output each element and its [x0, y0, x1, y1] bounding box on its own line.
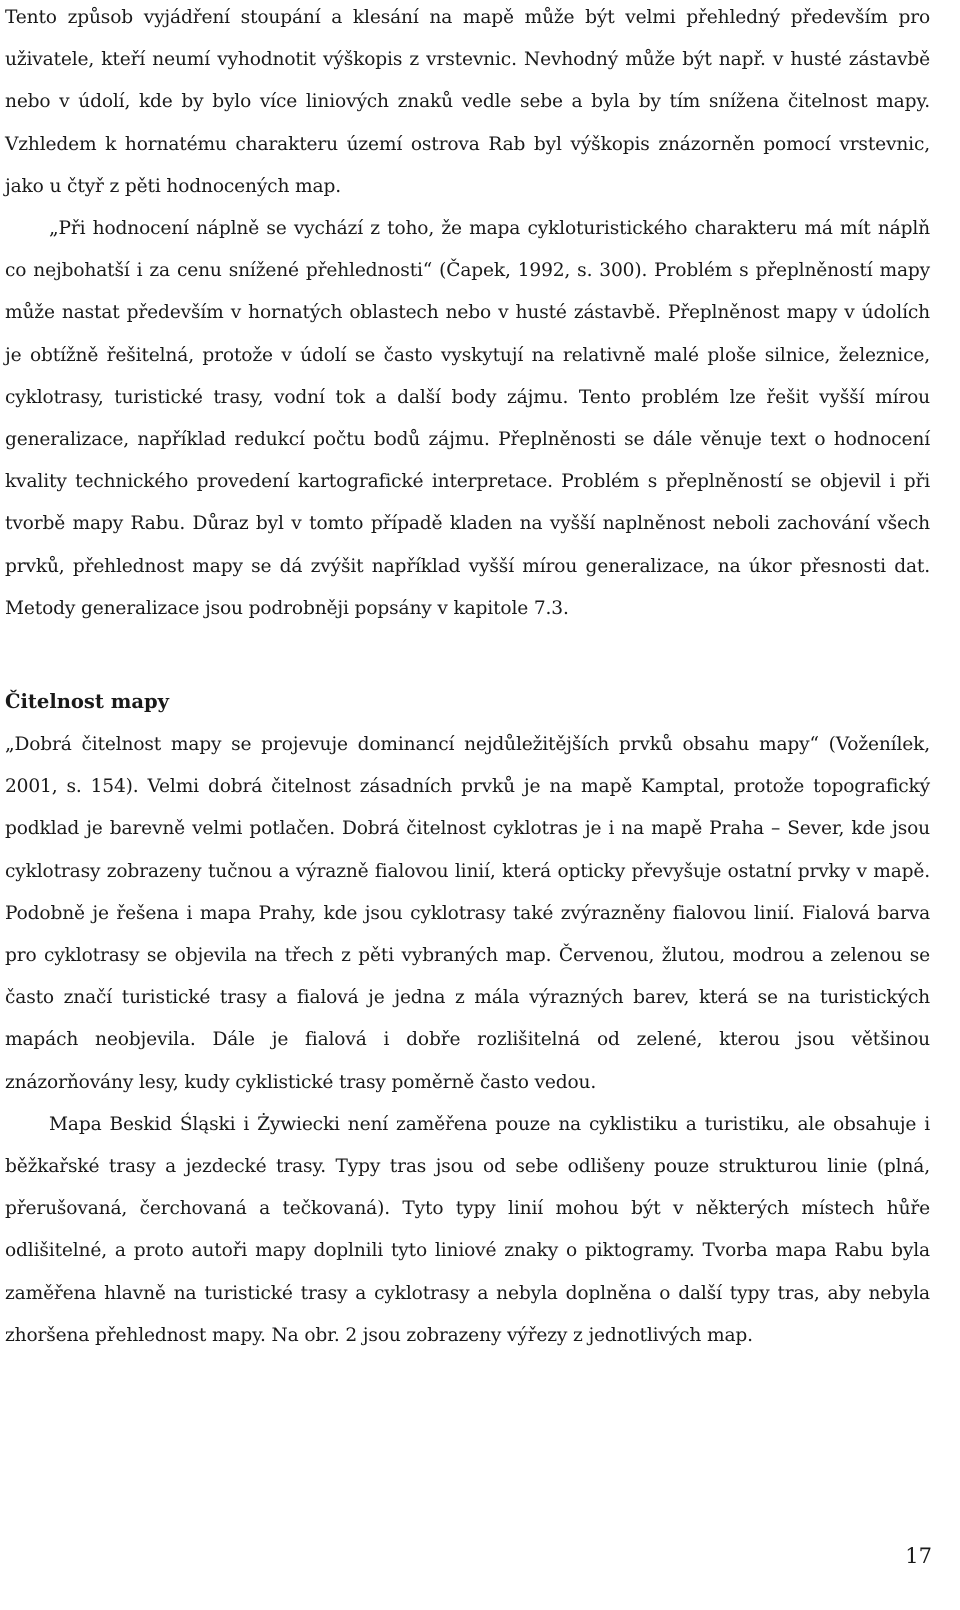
section-heading-readability: Čitelnost mapy: [5, 690, 169, 714]
document-page: [5, 0, 930, 1357]
paragraph-readability: „Dobrá čitelnost mapy se projevuje dominancí nejdůležitějších prvků obsahu mapy“ (Voženílek, 2001, s. 154). Velmi dobrá čitelnost zásadních prvků je na mapě Kamptal, protože topografický podklad je barevně velmi potlačen. Dobrá čitelnost cyklotras je i na mapě Praha – Sever, kde jsou cyklotrasy zobrazeny tučnou a výrazně fialovou linií, která opticky převyšuje ostatní prvky v mapě. Podobně je řešena i mapa Prahy, kde jsou cyklotrasy také zvýrazněny fialovou linií. Fialová barva pro cyklotrasy se objevila na třech z pěti vybraných map. Červenou, žlutou, modrou a zelenou se často značí turistické trasy a fialová je jedna z mála výrazných barev, která se na turistických mapách neobjevila. Dále je fialová i dobře rozlišitelná od zelené, kterou jsou většinou znázorňovány lesy, kudy cyklistické trasy poměrně často vedou.: [5, 734, 930, 1093]
paragraph-elevation-depiction: Tento způsob vyjádření stoupání a klesání na mapě může být velmi přehledný především pro uživatele, kteří neumí vyhodnotit výškopis z vrstevnic. Nevhodný může být např. v husté zástavbě nebo v údolí, kde by bylo více liniových znaků vedle sebe a byla by tím snížena čitelnost mapy. Vzhledem k hornatému charakteru území ostrova Rab byl výškopis znázorněn pomocí vrstevnic, jako u čtyř z pěti hodnocených map.: [5, 7, 930, 197]
page-number: 17: [905, 1544, 932, 1568]
paragraph-map-content: „Při hodnocení náplně se vychází z toho, že mapa cykloturistického charakteru má mít náplň co nejbohatší i za cenu snížené přehlednosti“ (Čapek, 1992, s. 300). Problém s přeplněností mapy může nastat především v hornatých oblastech nebo v husté zástavbě. Přeplněnost mapy v údolích je obtížně řešitelná, protože v údolí se často vyskytují na relativně malé ploše silnice, železnice, cyklotrasy, turistické trasy, vodní tok a další body zájmu. Tento problém lze řešit vyšší mírou generalizace, například redukcí počtu bodů zájmu. Přeplněnosti se dále věnuje text o hodnocení kvality technického provedení kartografické interpretace. Problém s přeplněností se objevil i při tvorbě mapy Rabu. Důraz byl v tomto případě kladen na vyšší naplněnost neboli zachování všech prvků, přehlednost mapy se dá zvýšit například vyšší mírou generalizace, na úkor přesnosti dat. Metody generalizace jsou podrobněji popsány v kapitole 7.3.: [5, 218, 930, 619]
paragraph-beskid-map: Mapa Beskid Śląski i Żywiecki není zaměřena pouze na cyklistiku a turistiku, ale obsahuje i běžkařské trasy a jezdecké trasy. Typy tras jsou od sebe odlišeny pouze strukturou linie (plná, přerušovaná, čerchovaná a tečkovaná). Tyto typy linií mohou být v některých místech hůře odlišitelné, a proto autoři mapy doplnili tyto liniové znaky o piktogramy. Tvorba mapa Rabu byla zaměřena hlavně na turistické trasy a cyklotrasy a nebyla doplněna o další typy tras, aby nebyla zhoršena přehlednost mapy. Na obr. 2 jsou zobrazeny výřezy z jednotlivých map.: [5, 1113, 930, 1346]
